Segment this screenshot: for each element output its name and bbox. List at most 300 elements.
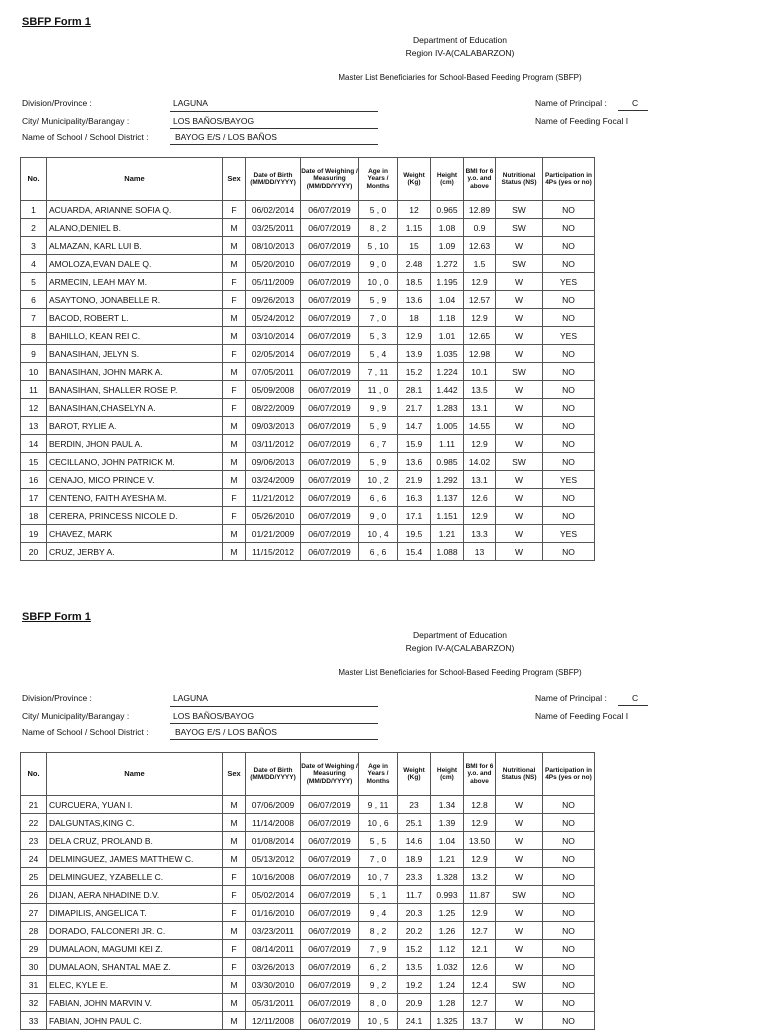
header-height: Height (cm) bbox=[431, 158, 464, 201]
cell-weight: 15.2 bbox=[398, 363, 431, 381]
cell-ns: SW bbox=[496, 363, 543, 381]
cell-dow: 06/07/2019 bbox=[301, 399, 359, 417]
cell-name: DIJAN, AERA NHADINE D.V. bbox=[47, 886, 223, 904]
cell-no: 7 bbox=[21, 309, 47, 327]
cell-no: 1 bbox=[21, 201, 47, 219]
cell-height: 1.28 bbox=[431, 994, 464, 1012]
cell-sex: M bbox=[223, 327, 246, 345]
cell-sex: M bbox=[223, 255, 246, 273]
table-row bbox=[21, 850, 595, 868]
cell-ns: W bbox=[496, 435, 543, 453]
cell-dow: 06/07/2019 bbox=[301, 543, 359, 561]
school-label: Name of School / School District : bbox=[22, 727, 149, 737]
cell-name: BERDIN, JHON PAUL A. bbox=[47, 435, 223, 453]
city-label: City/ Municipality/Barangay : bbox=[22, 116, 130, 126]
cell-dob: 12/11/2008 bbox=[246, 1012, 301, 1030]
cell-age: 11 , 0 bbox=[359, 381, 398, 399]
cell-name: FABIAN, JOHN PAUL C. bbox=[47, 1012, 223, 1030]
cell-sex: F bbox=[223, 886, 246, 904]
cell-dow: 06/07/2019 bbox=[301, 1012, 359, 1030]
cell-name: FABIAN, JOHN MARVIN V. bbox=[47, 994, 223, 1012]
cell-age: 9 , 9 bbox=[359, 399, 398, 417]
cell-ns: W bbox=[496, 399, 543, 417]
cell-bmi: 12.9 bbox=[464, 850, 496, 868]
cell-height: 1.18 bbox=[431, 309, 464, 327]
cell-ns: W bbox=[496, 327, 543, 345]
principal-label: Name of Principal : bbox=[535, 98, 607, 108]
cell-age: 10 , 0 bbox=[359, 273, 398, 291]
cell-sex: M bbox=[223, 525, 246, 543]
header-name: Name bbox=[47, 158, 223, 201]
cell-name: ACUARDA, ARIANNE SOFIA Q. bbox=[47, 201, 223, 219]
cell-no: 4 bbox=[21, 255, 47, 273]
header-height: Height (cm) bbox=[431, 753, 464, 796]
cell-dow: 06/07/2019 bbox=[301, 796, 359, 814]
cell-dob: 03/11/2012 bbox=[246, 435, 301, 453]
cell-weight: 15 bbox=[398, 237, 431, 255]
cell-weight: 15.2 bbox=[398, 940, 431, 958]
cell-name: CENTENO, FAITH AYESHA M. bbox=[47, 489, 223, 507]
cell-weight: 13.5 bbox=[398, 958, 431, 976]
cell-sex: F bbox=[223, 904, 246, 922]
cell-dow: 06/07/2019 bbox=[301, 417, 359, 435]
cell-name: BANASIHAN,CHASELYN A. bbox=[47, 399, 223, 417]
cell-height: 1.005 bbox=[431, 417, 464, 435]
cell-bmi: 12.98 bbox=[464, 345, 496, 363]
cell-sex: F bbox=[223, 345, 246, 363]
cell-dob: 09/26/2013 bbox=[246, 291, 301, 309]
cell-bmi: 12.63 bbox=[464, 237, 496, 255]
cell-fourps: YES bbox=[543, 471, 595, 489]
cell-age: 6 , 7 bbox=[359, 435, 398, 453]
cell-age: 9 , 2 bbox=[359, 976, 398, 994]
cell-age: 5 , 5 bbox=[359, 832, 398, 850]
department-heading: Department of Education bbox=[412, 35, 508, 45]
cell-no: 13 bbox=[21, 417, 47, 435]
cell-no: 12 bbox=[21, 399, 47, 417]
cell-bmi: 10.1 bbox=[464, 363, 496, 381]
header-4ps: Participation in 4Ps (yes or no) bbox=[543, 158, 595, 201]
cell-no: 33 bbox=[21, 1012, 47, 1030]
cell-no: 20 bbox=[21, 543, 47, 561]
header-dob: Date of Birth (MM/DD/YYYY) bbox=[246, 753, 301, 796]
cell-name: ASAYTONO, JONABELLE R. bbox=[47, 291, 223, 309]
cell-height: 1.01 bbox=[431, 327, 464, 345]
cell-sex: F bbox=[223, 381, 246, 399]
cell-fourps: NO bbox=[543, 904, 595, 922]
table-body bbox=[21, 201, 595, 561]
cell-ns: SW bbox=[496, 976, 543, 994]
cell-dob: 03/10/2014 bbox=[246, 327, 301, 345]
header-weight: Weight (Kg) bbox=[398, 158, 431, 201]
cell-dob: 11/21/2012 bbox=[246, 489, 301, 507]
table-row bbox=[21, 345, 595, 363]
cell-fourps: NO bbox=[543, 958, 595, 976]
cell-sex: F bbox=[223, 868, 246, 886]
cell-bmi: 13.1 bbox=[464, 471, 496, 489]
cell-fourps: NO bbox=[543, 201, 595, 219]
cell-no: 28 bbox=[21, 922, 47, 940]
cell-ns: W bbox=[496, 345, 543, 363]
table-row bbox=[21, 309, 595, 327]
cell-fourps: NO bbox=[543, 237, 595, 255]
program-title: Master List Beneficiaries for School-Based Feeding Program (SBFP) bbox=[338, 73, 582, 82]
table-row bbox=[21, 255, 595, 273]
cell-ns: W bbox=[496, 1012, 543, 1030]
cell-name: ALMAZAN, KARL LUI B. bbox=[47, 237, 223, 255]
city-underline bbox=[170, 128, 378, 129]
cell-sex: F bbox=[223, 958, 246, 976]
cell-ns: W bbox=[496, 904, 543, 922]
cell-sex: M bbox=[223, 363, 246, 381]
cell-fourps: NO bbox=[543, 976, 595, 994]
cell-bmi: 1.5 bbox=[464, 255, 496, 273]
division-label: Division/Province : bbox=[22, 693, 92, 703]
cell-name: CERERA, PRINCESS NICOLE D. bbox=[47, 507, 223, 525]
cell-no: 10 bbox=[21, 363, 47, 381]
cell-name: CECILLANO, JOHN PATRICK M. bbox=[47, 453, 223, 471]
cell-fourps: NO bbox=[543, 832, 595, 850]
cell-age: 5 , 9 bbox=[359, 453, 398, 471]
cell-dob: 05/26/2010 bbox=[246, 507, 301, 525]
cell-bmi: 13.1 bbox=[464, 399, 496, 417]
cell-sex: M bbox=[223, 417, 246, 435]
table-row bbox=[21, 453, 595, 471]
cell-dob: 05/09/2008 bbox=[246, 381, 301, 399]
cell-fourps: NO bbox=[543, 381, 595, 399]
cell-bmi: 12.7 bbox=[464, 994, 496, 1012]
cell-name: ARMECIN, LEAH MAY M. bbox=[47, 273, 223, 291]
table-row bbox=[21, 489, 595, 507]
header-sex: Sex bbox=[223, 753, 246, 796]
cell-dob: 10/16/2008 bbox=[246, 868, 301, 886]
cell-no: 8 bbox=[21, 327, 47, 345]
cell-height: 1.151 bbox=[431, 507, 464, 525]
cell-dob: 08/10/2013 bbox=[246, 237, 301, 255]
cell-height: 1.195 bbox=[431, 273, 464, 291]
cell-fourps: NO bbox=[543, 417, 595, 435]
cell-weight: 18.5 bbox=[398, 273, 431, 291]
table-row bbox=[21, 832, 595, 850]
table-row bbox=[21, 471, 595, 489]
cell-fourps: NO bbox=[543, 345, 595, 363]
header-age: Age in Years / Months bbox=[359, 158, 398, 201]
cell-age: 8 , 0 bbox=[359, 994, 398, 1012]
cell-dow: 06/07/2019 bbox=[301, 868, 359, 886]
cell-height: 1.21 bbox=[431, 525, 464, 543]
cell-bmi: 13.5 bbox=[464, 381, 496, 399]
cell-dow: 06/07/2019 bbox=[301, 525, 359, 543]
cell-height: 1.035 bbox=[431, 345, 464, 363]
cell-height: 0.985 bbox=[431, 453, 464, 471]
cell-no: 2 bbox=[21, 219, 47, 237]
cell-dob: 11/15/2012 bbox=[246, 543, 301, 561]
table-row bbox=[21, 814, 595, 832]
beneficiaries-table bbox=[20, 752, 595, 1030]
beneficiaries-table bbox=[20, 157, 595, 561]
table-row bbox=[21, 273, 595, 291]
school-label: Name of School / School District : bbox=[22, 132, 149, 142]
principal-value: C bbox=[632, 98, 639, 108]
cell-bmi: 12.57 bbox=[464, 291, 496, 309]
cell-height: 1.272 bbox=[431, 255, 464, 273]
cell-dob: 11/14/2008 bbox=[246, 814, 301, 832]
cell-height: 1.11 bbox=[431, 435, 464, 453]
cell-height: 1.283 bbox=[431, 399, 464, 417]
division-value: LAGUNA bbox=[173, 693, 208, 703]
division-underline bbox=[170, 706, 378, 707]
cell-dob: 07/06/2009 bbox=[246, 796, 301, 814]
cell-bmi: 12.6 bbox=[464, 958, 496, 976]
header-dow: Date of Weighing / Measuring (MM/DD/YYYY) bbox=[301, 158, 359, 201]
cell-fourps: NO bbox=[543, 309, 595, 327]
cell-sex: M bbox=[223, 1012, 246, 1030]
cell-name: BAROT, RYLIE A. bbox=[47, 417, 223, 435]
table-row bbox=[21, 904, 595, 922]
table-row bbox=[21, 994, 595, 1012]
cell-bmi: 12.9 bbox=[464, 904, 496, 922]
cell-age: 5 , 4 bbox=[359, 345, 398, 363]
cell-age: 5 , 9 bbox=[359, 417, 398, 435]
cell-sex: M bbox=[223, 237, 246, 255]
table-row bbox=[21, 976, 595, 994]
cell-fourps: NO bbox=[543, 940, 595, 958]
cell-age: 10 , 2 bbox=[359, 471, 398, 489]
cell-dow: 06/07/2019 bbox=[301, 814, 359, 832]
cell-no: 19 bbox=[21, 525, 47, 543]
cell-bmi: 14.55 bbox=[464, 417, 496, 435]
principal-value: C bbox=[632, 693, 639, 703]
cell-weight: 13.6 bbox=[398, 291, 431, 309]
cell-dow: 06/07/2019 bbox=[301, 219, 359, 237]
cell-bmi: 12.89 bbox=[464, 201, 496, 219]
cell-ns: W bbox=[496, 994, 543, 1012]
cell-dow: 06/07/2019 bbox=[301, 237, 359, 255]
cell-weight: 19.5 bbox=[398, 525, 431, 543]
cell-height: 1.39 bbox=[431, 814, 464, 832]
cell-bmi: 13.2 bbox=[464, 868, 496, 886]
city-value: LOS BAÑOS/BAYOG bbox=[173, 711, 255, 721]
school-underline bbox=[170, 739, 378, 740]
cell-name: DIMAPILIS, ANGELICA T. bbox=[47, 904, 223, 922]
cell-fourps: NO bbox=[543, 255, 595, 273]
cell-ns: W bbox=[496, 796, 543, 814]
cell-dob: 03/26/2013 bbox=[246, 958, 301, 976]
cell-bmi: 12.6 bbox=[464, 489, 496, 507]
cell-fourps: NO bbox=[543, 1012, 595, 1030]
cell-no: 9 bbox=[21, 345, 47, 363]
program-title: Master List Beneficiaries for School-Based Feeding Program (SBFP) bbox=[338, 668, 582, 677]
cell-fourps: NO bbox=[543, 363, 595, 381]
cell-ns: W bbox=[496, 237, 543, 255]
cell-ns: W bbox=[496, 543, 543, 561]
cell-ns: W bbox=[496, 489, 543, 507]
cell-dow: 06/07/2019 bbox=[301, 471, 359, 489]
cell-fourps: NO bbox=[543, 219, 595, 237]
table-row bbox=[21, 363, 595, 381]
cell-name: DELMINGUEZ, YZABELLE C. bbox=[47, 868, 223, 886]
table-row bbox=[21, 435, 595, 453]
cell-weight: 12.9 bbox=[398, 327, 431, 345]
cell-no: 14 bbox=[21, 435, 47, 453]
cell-height: 1.09 bbox=[431, 237, 464, 255]
cell-dob: 03/23/2011 bbox=[246, 922, 301, 940]
cell-dow: 06/07/2019 bbox=[301, 291, 359, 309]
cell-no: 6 bbox=[21, 291, 47, 309]
cell-height: 1.088 bbox=[431, 543, 464, 561]
cell-age: 5 , 0 bbox=[359, 201, 398, 219]
cell-dob: 05/11/2009 bbox=[246, 273, 301, 291]
cell-height: 1.24 bbox=[431, 976, 464, 994]
cell-dow: 06/07/2019 bbox=[301, 886, 359, 904]
cell-height: 1.137 bbox=[431, 489, 464, 507]
cell-weight: 20.3 bbox=[398, 904, 431, 922]
cell-ns: W bbox=[496, 922, 543, 940]
cell-bmi: 12.4 bbox=[464, 976, 496, 994]
cell-name: DELA CRUZ, PROLAND B. bbox=[47, 832, 223, 850]
table-row bbox=[21, 525, 595, 543]
cell-no: 30 bbox=[21, 958, 47, 976]
cell-ns: W bbox=[496, 832, 543, 850]
cell-fourps: NO bbox=[543, 850, 595, 868]
table-row bbox=[21, 940, 595, 958]
cell-name: CURCUERA, YUAN I. bbox=[47, 796, 223, 814]
city-underline bbox=[170, 723, 378, 724]
cell-age: 5 , 3 bbox=[359, 327, 398, 345]
cell-age: 10 , 6 bbox=[359, 814, 398, 832]
form-title: SBFP Form 1 bbox=[22, 16, 91, 28]
cell-name: DALGUNTAS,KING C. bbox=[47, 814, 223, 832]
cell-name: CENAJO, MICO PRINCE V. bbox=[47, 471, 223, 489]
cell-weight: 16.3 bbox=[398, 489, 431, 507]
cell-dob: 08/22/2009 bbox=[246, 399, 301, 417]
cell-dob: 01/16/2010 bbox=[246, 904, 301, 922]
header-4ps: Participation in 4Ps (yes or no) bbox=[543, 753, 595, 796]
focal-label: Name of Feeding Focal I bbox=[535, 711, 629, 721]
table-row bbox=[21, 886, 595, 904]
cell-fourps: NO bbox=[543, 507, 595, 525]
table-row bbox=[21, 543, 595, 561]
cell-dow: 06/07/2019 bbox=[301, 994, 359, 1012]
cell-dob: 01/21/2009 bbox=[246, 525, 301, 543]
cell-age: 5 , 1 bbox=[359, 886, 398, 904]
cell-age: 7 , 0 bbox=[359, 309, 398, 327]
cell-ns: W bbox=[496, 507, 543, 525]
cell-bmi: 14.02 bbox=[464, 453, 496, 471]
cell-bmi: 12.9 bbox=[464, 814, 496, 832]
cell-dob: 05/31/2011 bbox=[246, 994, 301, 1012]
header-name: Name bbox=[47, 753, 223, 796]
cell-fourps: NO bbox=[543, 543, 595, 561]
cell-height: 1.04 bbox=[431, 832, 464, 850]
cell-height: 1.25 bbox=[431, 904, 464, 922]
table-row bbox=[21, 381, 595, 399]
cell-name: DORADO, FALCONERI JR. C. bbox=[47, 922, 223, 940]
cell-no: 5 bbox=[21, 273, 47, 291]
header-dob: Date of Birth (MM/DD/YYYY) bbox=[246, 158, 301, 201]
region-heading: Region IV-A(CALABARZON) bbox=[405, 48, 515, 58]
cell-bmi: 12.1 bbox=[464, 940, 496, 958]
cell-dow: 06/07/2019 bbox=[301, 922, 359, 940]
cell-sex: M bbox=[223, 850, 246, 868]
cell-age: 10 , 5 bbox=[359, 1012, 398, 1030]
cell-age: 9 , 11 bbox=[359, 796, 398, 814]
principal-underline bbox=[618, 705, 648, 706]
cell-no: 32 bbox=[21, 994, 47, 1012]
header-no: No. bbox=[21, 753, 47, 796]
cell-weight: 2.48 bbox=[398, 255, 431, 273]
focal-label: Name of Feeding Focal I bbox=[535, 116, 629, 126]
cell-sex: M bbox=[223, 453, 246, 471]
school-underline bbox=[170, 144, 378, 145]
cell-age: 7 , 9 bbox=[359, 940, 398, 958]
cell-sex: F bbox=[223, 201, 246, 219]
cell-dow: 06/07/2019 bbox=[301, 327, 359, 345]
cell-dob: 05/02/2014 bbox=[246, 886, 301, 904]
cell-weight: 19.2 bbox=[398, 976, 431, 994]
cell-weight: 23.3 bbox=[398, 868, 431, 886]
cell-height: 1.08 bbox=[431, 219, 464, 237]
cell-dob: 01/08/2014 bbox=[246, 832, 301, 850]
form-title: SBFP Form 1 bbox=[22, 611, 91, 623]
cell-sex: F bbox=[223, 940, 246, 958]
cell-fourps: NO bbox=[543, 814, 595, 832]
cell-bmi: 13.3 bbox=[464, 525, 496, 543]
cell-ns: W bbox=[496, 471, 543, 489]
cell-sex: M bbox=[223, 796, 246, 814]
table-row bbox=[21, 922, 595, 940]
cell-age: 7 , 11 bbox=[359, 363, 398, 381]
cell-weight: 15.4 bbox=[398, 543, 431, 561]
cell-weight: 23 bbox=[398, 796, 431, 814]
cell-fourps: NO bbox=[543, 994, 595, 1012]
cell-age: 6 , 6 bbox=[359, 543, 398, 561]
cell-name: DUMALAON, MAGUMI KEI Z. bbox=[47, 940, 223, 958]
cell-height: 1.032 bbox=[431, 958, 464, 976]
cell-dow: 06/07/2019 bbox=[301, 976, 359, 994]
cell-height: 1.292 bbox=[431, 471, 464, 489]
cell-no: 25 bbox=[21, 868, 47, 886]
cell-height: 0.965 bbox=[431, 201, 464, 219]
cell-age: 9 , 4 bbox=[359, 904, 398, 922]
cell-no: 27 bbox=[21, 904, 47, 922]
cell-weight: 1.15 bbox=[398, 219, 431, 237]
cell-dow: 06/07/2019 bbox=[301, 435, 359, 453]
cell-name: BANASIHAN, JOHN MARK A. bbox=[47, 363, 223, 381]
cell-sex: F bbox=[223, 399, 246, 417]
cell-ns: W bbox=[496, 958, 543, 976]
cell-dow: 06/07/2019 bbox=[301, 489, 359, 507]
cell-no: 17 bbox=[21, 489, 47, 507]
principal-underline bbox=[618, 110, 648, 111]
cell-bmi: 12.9 bbox=[464, 309, 496, 327]
cell-sex: M bbox=[223, 219, 246, 237]
cell-no: 26 bbox=[21, 886, 47, 904]
cell-ns: W bbox=[496, 309, 543, 327]
cell-fourps: NO bbox=[543, 922, 595, 940]
cell-sex: F bbox=[223, 489, 246, 507]
header-weight: Weight (Kg) bbox=[398, 753, 431, 796]
cell-weight: 24.1 bbox=[398, 1012, 431, 1030]
cell-dob: 05/20/2010 bbox=[246, 255, 301, 273]
cell-bmi: 11.87 bbox=[464, 886, 496, 904]
table-row bbox=[21, 868, 595, 886]
cell-name: BANASIHAN, SHALLER ROSE P. bbox=[47, 381, 223, 399]
division-underline bbox=[170, 111, 378, 112]
table-row bbox=[21, 399, 595, 417]
cell-age: 9 , 0 bbox=[359, 255, 398, 273]
cell-fourps: YES bbox=[543, 273, 595, 291]
